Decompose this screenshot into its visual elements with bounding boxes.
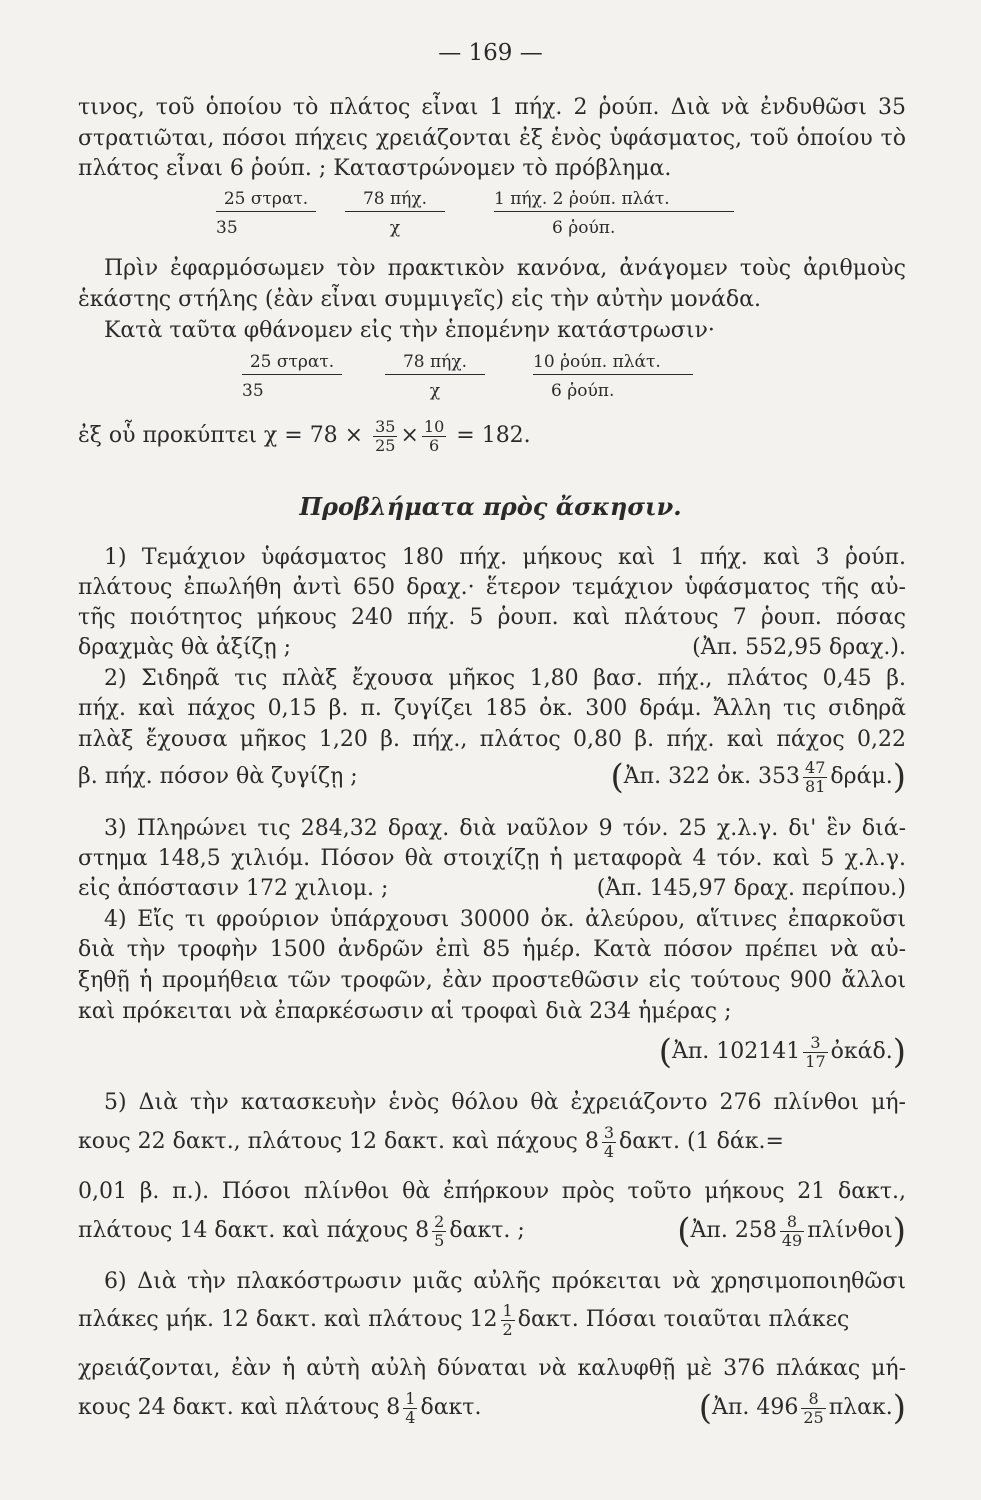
p1-question: δραχμὰς θὰ ἀξίζῃ ; [78, 635, 292, 660]
result-suffix: = 182. [456, 423, 531, 448]
p4-answer-den: 17 [805, 1051, 826, 1071]
result-fraction-1 [373, 418, 397, 454]
p4-answer-prefix: Ἀπ. 102141 [671, 1039, 801, 1064]
p6-line-4-a: κους 24 δακτ. καὶ πλάτους 8 [78, 1395, 401, 1420]
p5-line-3: 0,01 β. π.). Πόσοι πλίνθοι θὰ ἐπήρκουν πρὸς τοῦτο μήκους 21 δακτ., [78, 1179, 906, 1204]
p2-line-3: πλὰξ ἔχουσα μῆκος 1,20 β. πήχ., πλάτος 0,80 β. πήχ. καὶ πάχος 0,22 [78, 727, 906, 752]
middle-line-3: Κατὰ ταῦτα φθάνομεν εἰς τὴν ἑπομένην κατάστρωσιν· [104, 318, 715, 343]
p5-line-4 [78, 1209, 906, 1253]
setup2-col3 [533, 352, 693, 401]
p3-line-3 [78, 878, 906, 900]
p2-answer-den: 81 [805, 776, 826, 796]
p5-line-2-num: 3 [603, 1122, 615, 1142]
p5-line-2-b: δακτ. (1 δάκ.= [619, 1129, 784, 1154]
p6-line-1: 6) Διὰ τὴν πλακόστρωσιν μιᾶς αὐλῆς πρόκειται νὰ χρησιμοποιηθῶσι [104, 1269, 906, 1294]
setup2-col1-den: 35 [242, 381, 264, 401]
setup1-col1-num: 25 στρατ. [216, 189, 316, 212]
p6-line-2 [78, 1298, 906, 1342]
p2-answer: (Ἀπ. 322 ὀκ. 353 $\frac{47}{81}$ δράμ.) [610, 757, 906, 797]
p6-line-3: χρειάζονται, ἐὰν ἡ αὐτὴ αὐλὴ δύναται νὰ καλυφθῇ μὲ 376 πλάκας μή- [78, 1356, 906, 1381]
p5-line-1: 5) Διὰ τὴν κατασκευὴν ἑνὸς θόλου θὰ ἐχρειάζοντο 276 πλίνθοι μή- [104, 1090, 906, 1115]
p4-answer-num: 3 [803, 1034, 827, 1053]
p5-line-4-den: 5 [434, 1230, 445, 1250]
p4-line-2: διὰ τὴν τροφὴν 1500 ἀνδρῶν ἐπὶ 85 ἡμέρ. Κατὰ πόσον πρέπει νὰ αὐ- [78, 937, 906, 962]
setup1-col3 [494, 189, 734, 238]
intro-line-3: πλάτος εἶναι 6 ῥούπ. ; Καταστρώνομεν τὸ πρόβλημα. [78, 156, 672, 181]
setup2-col2 [385, 352, 485, 401]
p1-line-1: 1) Τεμάχιον ὑφάσματος 180 πήχ. μήκους καὶ 1 πήχ. καὶ 3 ῥούπ. [104, 545, 906, 570]
p5-line-2 [78, 1120, 906, 1164]
setup2-col1 [242, 352, 342, 401]
p5-answer-fraction [780, 1213, 804, 1249]
p2-answer-num: 47 [805, 757, 826, 777]
setup1-col3-num: 1 πήχ. 2 ῥούπ. πλάτ. [494, 189, 734, 212]
p2-line-4 [78, 755, 906, 799]
p1-line-4 [78, 637, 906, 659]
p5-line-2-a: κους 22 δακτ., πλάτους 12 δακτ. καὶ πάχους 8 [78, 1129, 599, 1154]
setup1-col3-den: 6 ῥούπ. [552, 218, 616, 238]
intro-line-1: τινος, τοῦ ὁποίου τὸ πλάτος εἶναι 1 πήχ. 2 ῥούπ. Διὰ νὰ ἐνδυθῶσι 35 [78, 95, 906, 120]
p6-line-2-num: 1 [502, 1300, 513, 1320]
middle-line-1: Πρὶν ἐφαρμόσωμεν τὸν πρακτικὸν κανόνα, ἀνάγομεν τοὺς ἀριθμοὺς [104, 256, 906, 281]
p2-question: β. πήχ. πόσον θὰ ζυγίζῃ ; [78, 764, 358, 789]
setup1-col1-den: 35 [216, 218, 238, 238]
p6-line-4-b: δακτ. [420, 1395, 482, 1420]
setup1-col2-den: χ [389, 218, 401, 238]
p4-answer: (Ἀπ. 102141 $\frac{3}{17}$ ὀκάδ.) [658, 1032, 906, 1072]
p2-line-1: 2) Σιδηρᾶ τις πλὰξ ἔχουσα μῆκος 1,80 βασ. πήχ., πλάτος 0,45 β. [104, 666, 906, 691]
setup1-col2-num: 78 πήχ. [345, 189, 445, 212]
p6-answer-suffix: πλακ. [828, 1395, 893, 1420]
p3-line-2: στημα 148,5 χιλιόμ. Πόσον θὰ στοιχίζῃ ἡ μεταφορὰ 4 τόν. καὶ 5 χ.λ.γ. [78, 846, 906, 871]
setup2-col3-den: 6 ῥούπ. [551, 381, 615, 401]
p6-line-4 [78, 1386, 906, 1430]
result-fraction-2-den: 6 [428, 435, 440, 455]
p6-answer-prefix: Ἀπ. 496 [712, 1395, 799, 1420]
setup2-col2-num: 78 πήχ. [385, 352, 485, 375]
p5-line-2-den: 4 [603, 1141, 615, 1161]
p6-line-2-a: πλάκες μήκ. 12 δακτ. καὶ πλάτους 12 [78, 1307, 498, 1332]
p6-answer: (Ἀπ. 496 $\frac{8}{25}$ πλακ.) [698, 1388, 906, 1428]
p3-line-1: 3) Πληρώνει τις 284,32 δραχ. διὰ ναῦλον 9 τόν. 25 χ.λ.γ. δι' ἓν διά- [104, 816, 906, 841]
p5-answer: (Ἀπ. 258 $\frac{8}{49}$ πλίνθοι) [677, 1211, 906, 1251]
setup1-col2 [345, 189, 445, 238]
p1-answer: (Ἀπ. 552,95 δραχ.). [692, 635, 906, 660]
result-fraction-1-den: 25 [375, 435, 396, 455]
p6-line-4-num: 1 [405, 1388, 416, 1408]
result-fraction-1-num: 35 [375, 416, 396, 436]
p6-answer-num: 8 [801, 1390, 825, 1409]
p3-question: εἰς ἀπόστασιν 172 χιλιομ. ; [78, 876, 389, 901]
p5-answer-num: 8 [780, 1213, 804, 1232]
p3-answer: (Ἀπ. 145,97 δραχ. περίπου.) [596, 876, 906, 901]
p4-line-1: 4) Εἴς τι φρούριον ὑπάρχουσι 30000 ὀκ. ἀλεύρου, αἵτινες ἐπαρκοῦσι [104, 907, 906, 932]
p2-answer-fraction [803, 759, 827, 795]
result-fraction-2 [422, 418, 446, 454]
p6-line-4-fraction [403, 1390, 417, 1426]
p6-line-2-fraction [501, 1302, 515, 1338]
p5-line-4-fraction [432, 1213, 446, 1249]
p4-answer-fraction [803, 1034, 827, 1070]
p5-line-4-b: δακτ. ; [449, 1218, 525, 1243]
p5-answer-prefix: Ἀπ. 258 [690, 1218, 777, 1243]
p6-answer-fraction [801, 1390, 825, 1426]
p6-line-4-den: 4 [405, 1407, 416, 1427]
setup2-col1-num: 25 στρατ. [242, 352, 342, 375]
p4-answer-line [78, 1030, 906, 1074]
p5-line-2-fraction [602, 1124, 616, 1160]
p4-line-3: ξηθῇ ἡ προμήθεια τῶν τροφῶν, ἐὰν προστεθῶσιν εἰς τούτους 900 ἄλλοι [78, 968, 906, 993]
p6-line-2-den: 2 [502, 1319, 513, 1339]
p4-answer-suffix: ὀκάδ. [830, 1039, 893, 1064]
p2-answer-suffix: δράμ. [830, 764, 893, 789]
intro-line-2: στρατιῶται, πόσοι πήχεις χρειάζονται ἐξ ἑνὸς ὑφάσματος, τοῦ ὁποίου τὸ [78, 126, 906, 151]
p5-answer-den: 49 [781, 1230, 803, 1250]
p2-line-2: πήχ. καὶ πάχος 0,15 β. π. ζυγίζει 185 ὀκ. 300 δράμ. Ἄλλη τις σιδηρᾶ [78, 696, 906, 721]
p2-answer-prefix: Ἀπ. 322 ὀκ. 353 [623, 764, 801, 789]
page-number: — 169 — [438, 40, 543, 66]
p4-line-4: καὶ πρόκειται νὰ ἐπαρκέσωσιν αἱ τροφαὶ διὰ 234 ἡμέρας ; [78, 999, 732, 1024]
section-heading: Προβλήματα πρὸς ἄσκησιν. [299, 492, 682, 521]
result-fraction-2-num: 10 [423, 416, 445, 436]
setup1-col1 [216, 189, 316, 238]
p1-line-3: τῆς ποιότητος μήκους 240 πήχ. 5 ῥουπ. καὶ πλάτους 7 ῥουπ. πόσας [78, 605, 906, 630]
p5-line-4-a: πλάτους 14 δακτ. καὶ πάχους 8 [78, 1218, 430, 1243]
result-prefix: ἐξ οὗ προκύπτει χ = 78 × [78, 423, 364, 448]
p5-answer-suffix: πλίνθοι [807, 1218, 893, 1243]
p6-line-2-b: δακτ. Πόσαι τοιαῦται πλάκες [517, 1307, 850, 1332]
p6-answer-den: 25 [803, 1407, 824, 1427]
p1-line-2: πλάτους ἐπωλήθη ἀντὶ 650 δραχ.· ἕτερον τεμάχιον ὑφάσματος τῆς αὐ- [78, 575, 906, 600]
p5-line-4-num: 2 [434, 1211, 445, 1231]
setup2-col2-den: χ [429, 381, 441, 401]
result-times: × [400, 423, 419, 448]
setup2-col3-num: 10 ῥούπ. πλάτ. [533, 352, 693, 375]
result-formula [78, 414, 906, 458]
middle-line-2: ἑκάστης στήλης (ἐὰν εἶναι συμμιγεῖς) εἰς τὴν αὐτὴν μονάδα. [78, 287, 761, 312]
